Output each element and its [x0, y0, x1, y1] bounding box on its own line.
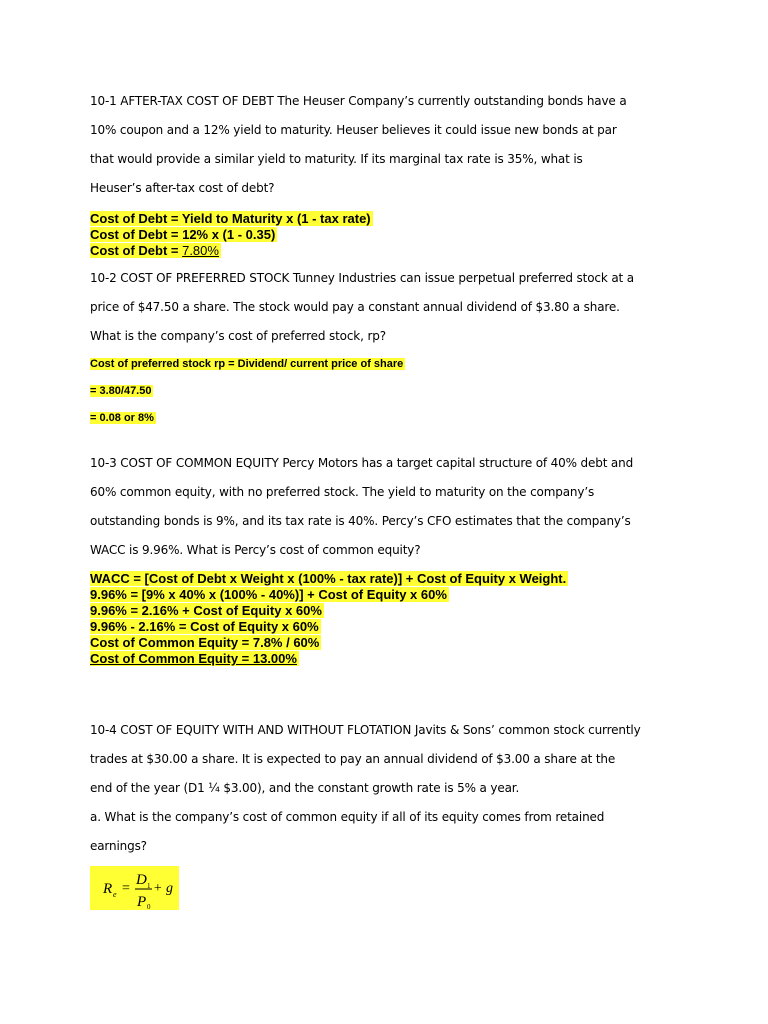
- question-line: 60% common equity, with no preferred stock. The yield to maturity on the company’s: [90, 485, 595, 499]
- question-line: 10-1 AFTER-TAX COST OF DEBT The Heuser Company’s currently outstanding bonds have a: [90, 94, 627, 108]
- formula-r: R: [103, 881, 113, 897]
- formula-sub-1: 1: [147, 882, 151, 890]
- answer-line: = 0.08 or 8%: [90, 412, 154, 424]
- answer-line: Cost of Debt =: [90, 243, 183, 258]
- question-line: Heuser’s after-tax cost of debt?: [90, 181, 275, 195]
- cost-of-equity-formula: [90, 866, 179, 910]
- answer-line: WACC = [Cost of Debt x Weight x (100% - tax rate)] + Cost of Equity x Weight.: [90, 571, 567, 586]
- answer-10-3: [90, 571, 568, 667]
- question-line: 10-2 COST OF PREFERRED STOCK Tunney Industries can issue perpetual preferred stock at a: [90, 271, 634, 285]
- question-line: a. What is the company’s cost of common equity if all of its equity comes from retained: [90, 810, 605, 824]
- answer-10-2: [90, 356, 405, 437]
- formula-sub-0: 0: [147, 903, 151, 910]
- question-line: price of $47.50 a share. The stock would pay a constant annual dividend of $3.80 a share.: [90, 300, 620, 314]
- formula-sub-e: e: [113, 890, 117, 899]
- answer-line: 9.96% = [9% x 40% x (100% - 40%)] + Cost of Equity x 60%: [90, 587, 447, 602]
- answer-line: Cost of Debt = 12% x (1 - 0.35): [90, 227, 276, 242]
- question-line: WACC is 9.96%. What is Percy’s cost of common equity?: [90, 543, 421, 557]
- question-10-3: [90, 449, 730, 565]
- formula-d: D: [136, 872, 147, 888]
- question-10-2: [90, 264, 730, 351]
- question-line: earnings?: [90, 839, 147, 853]
- question-line: outstanding bonds is 9%, and its tax rate is 40%. Percy’s CFO estimates that the company’s: [90, 514, 631, 528]
- answer-line: Cost of Debt = Yield to Maturity x (1 - tax rate): [90, 211, 371, 226]
- question-line: trades at $30.00 a share. It is expected to pay an annual dividend of $3.00 a share at the: [90, 752, 616, 766]
- formula-p: P: [137, 894, 147, 910]
- answer-value: 7.80%: [182, 243, 219, 258]
- question-10-1: [90, 87, 730, 203]
- question-line: that would provide a similar yield to maturity. If its marginal tax rate is 35%, what is: [90, 152, 583, 166]
- answer-10-1: [90, 211, 373, 259]
- question-line: 10% coupon and a 12% yield to maturity. Heuser believes it could issue new bonds at par: [90, 123, 617, 137]
- question-line: 10-3 COST OF COMMON EQUITY Percy Motors has a target capital structure of 40% debt and: [90, 456, 634, 470]
- formula-graphic: [90, 866, 179, 910]
- answer-line: Cost of Common Equity = 7.8% / 60%: [90, 635, 320, 650]
- answer-line: 9.96% = 2.16% + Cost of Equity x 60%: [90, 603, 322, 618]
- formula-plus-g: + g: [153, 881, 173, 896]
- question-line: end of the year (D1 ¼ $3.00), and the constant growth rate is 5% a year.: [90, 781, 520, 795]
- formula-equals: =: [122, 881, 130, 896]
- answer-line: = 3.80/47.50: [90, 385, 152, 397]
- question-10-4: [90, 716, 730, 861]
- answer-line: 9.96% - 2.16% = Cost of Equity x 60%: [90, 619, 319, 634]
- question-line: 10-4 COST OF EQUITY WITH AND WITHOUT FLOTATION Javits & Sons’ common stock currently: [90, 723, 641, 737]
- answer-line: Cost of preferred stock rp = Dividend/ current price of share: [90, 358, 404, 370]
- answer-line: Cost of Common Equity = 13.00%: [90, 651, 297, 666]
- question-line: What is the company’s cost of preferred stock, rp?: [90, 329, 386, 343]
